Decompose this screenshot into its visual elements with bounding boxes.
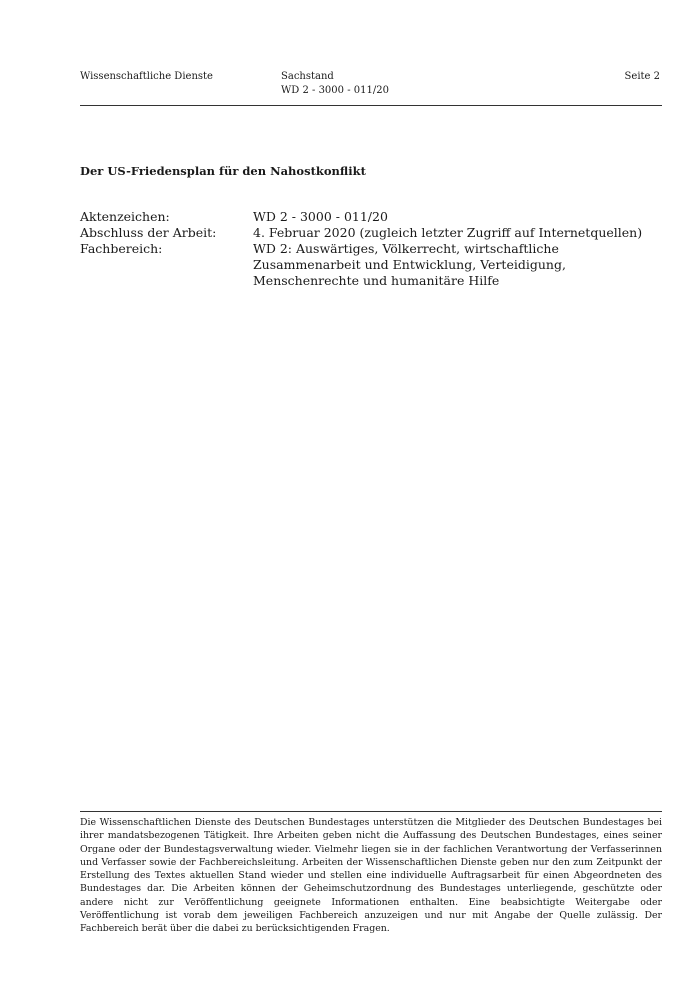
metadata-value: 4. Februar 2020 (zugleich letzter Zugriff auf Internetquellen): [253, 225, 643, 240]
metadata-value: WD 2 - 3000 - 011/20: [253, 209, 388, 224]
header-organization: Wissenschaftliche Dienste: [80, 71, 213, 82]
document-metadata: [80, 209, 662, 289]
metadata-label: Abschluss der Arbeit:: [80, 225, 217, 240]
metadata-label: Fachbereich:: [80, 241, 163, 256]
header-document-type: Sachstand: [281, 71, 334, 82]
header-document-info: [281, 70, 389, 98]
header-document-number: WD 2 - 3000 - 011/20: [281, 85, 389, 96]
metadata-label: Aktenzeichen:: [80, 209, 170, 224]
disclaimer-text: Die Wissenschaftlichen Dienste des Deutschen Bundestages unterstützen die Mitglieder des Deutschen Bundestages bei ihrer mandatsbezogenen Tätigkeit. Ihre Arbeiten geben nicht die Auffassung des Deutschen Bundestages, eines seiner Organe oder der Bundestagsverwaltung wieder. Vielmehr liegen sie in der fachlichen Verantwortung der Verfasserinnen und Verfasser sowie der Fachbereichsleitung. Arbeiten der Wissenschaftlichen Dienste geben nur den zum Zeitpunkt der Erstellung des Textes aktuellen Stand wieder und stellen eine individuelle Auftragsarbeit für einen Abgeordneten des Bundestages dar. Die Arbeiten können der Geheimschutzordnung des Bundestages unterliegende, geschützte oder andere nicht zur Veröffentlichung geeignete Informationen enthalten. Eine beabsichtigte Weitergabe oder Veröffentlichung ist vorab dem jeweiligen Fachbereich anzuzeigen und nur mit Angabe der Quelle zulässig. Der Fachbereich berät über die dabei zu berücksichtigenden Fragen.: [80, 811, 662, 936]
page-header: [80, 70, 662, 106]
document-title: Der US-Friedensplan für den Nahostkonflikt: [80, 164, 366, 178]
metadata-row-aktenzeichen: [80, 209, 662, 225]
metadata-row-abschluss: [80, 225, 662, 241]
header-page-number: Seite 2: [624, 71, 660, 82]
metadata-value: WD 2: Auswärtiges, Völkerrecht, wirtschaftliche Zusammenarbeit und Entwicklung, Verteidigung, Menschenrechte und humanitäre Hilfe: [253, 241, 566, 288]
metadata-row-fachbereich: [80, 241, 662, 289]
